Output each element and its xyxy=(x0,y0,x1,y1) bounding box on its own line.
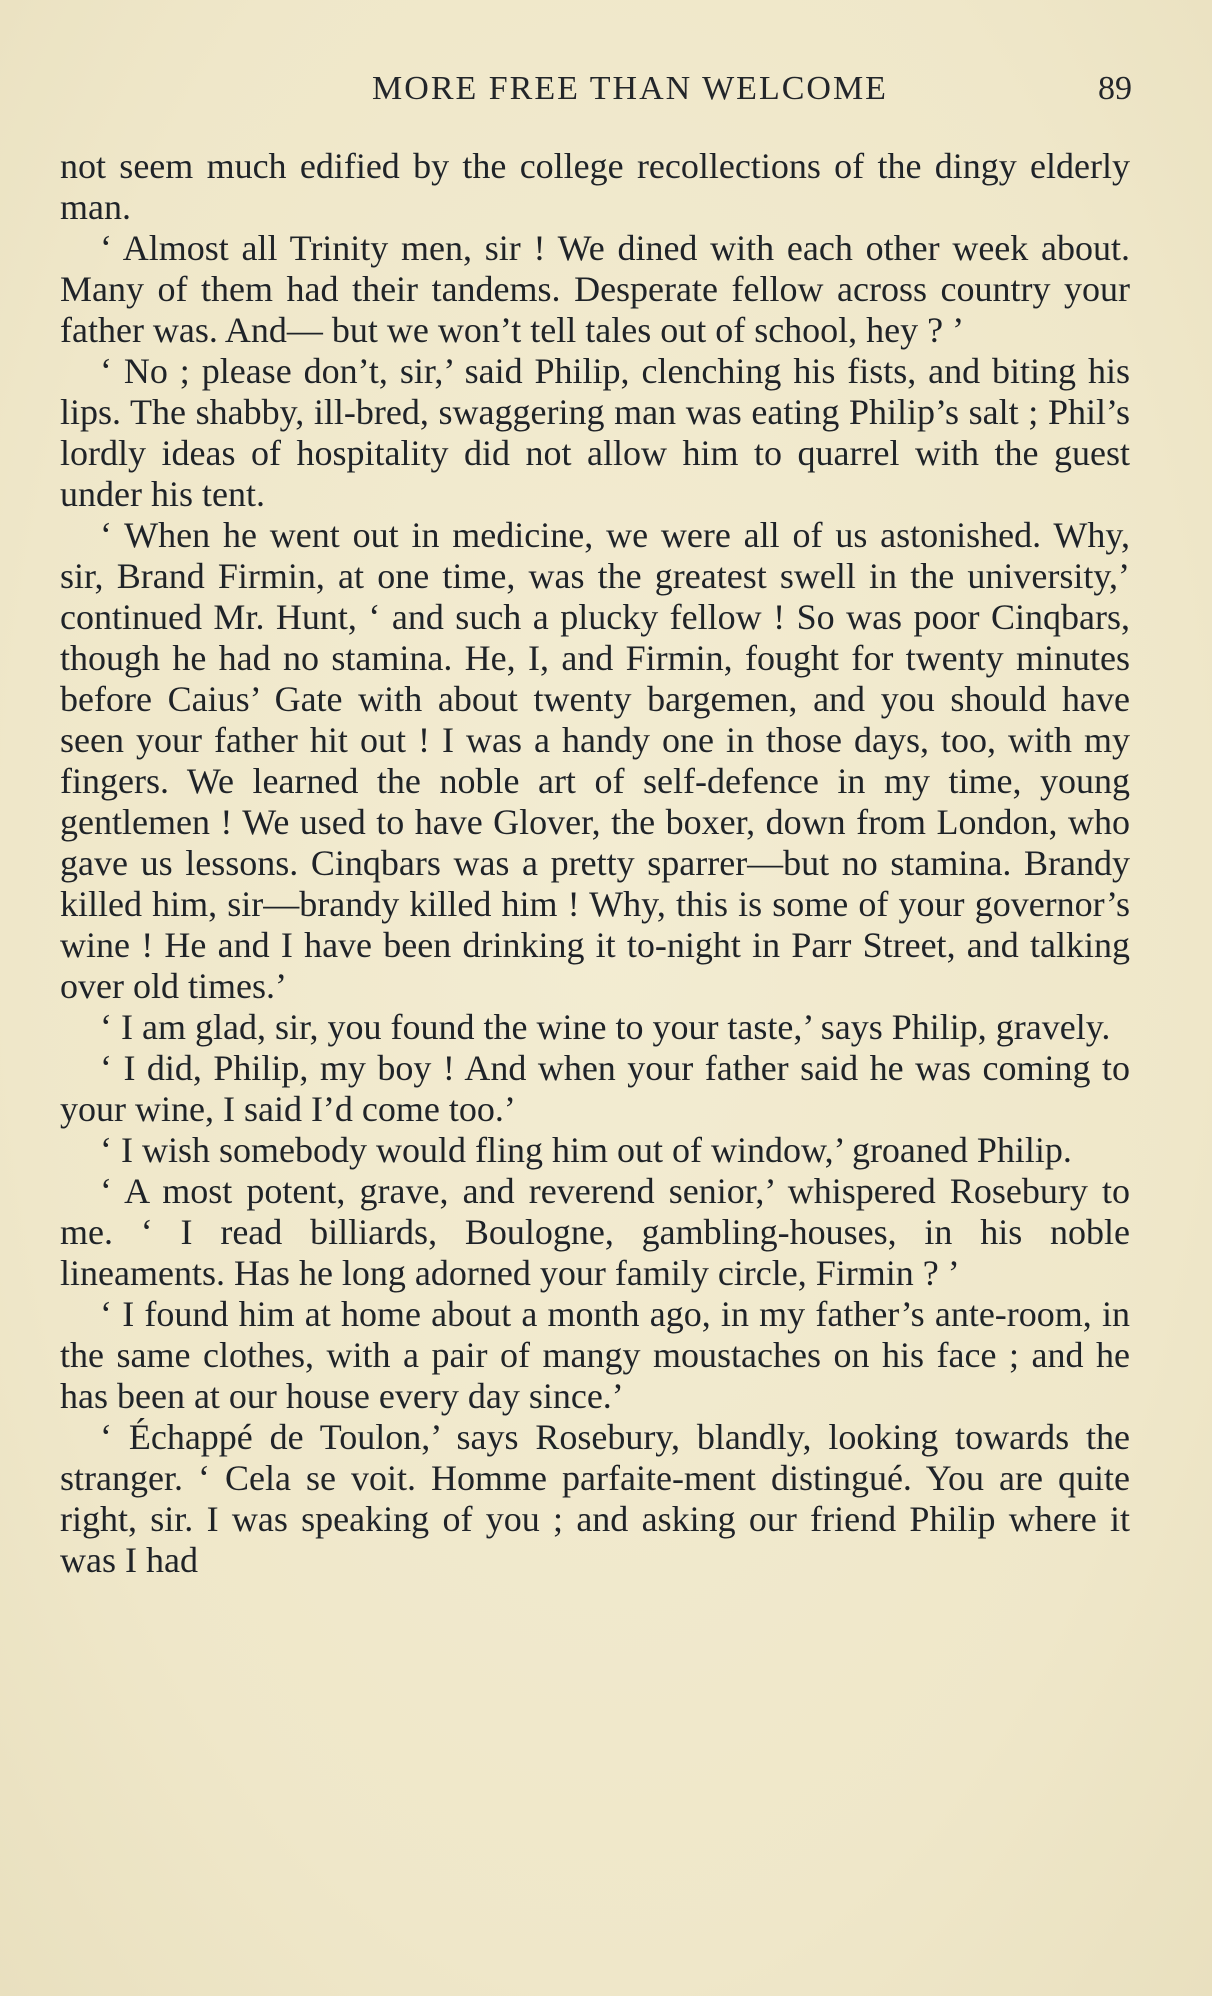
paragraph: not seem much edified by the college recollections of the dingy elderly man. xyxy=(60,146,1130,227)
running-head xyxy=(60,70,1132,120)
paragraph: ‘ Almost all Trinity men, sir ! We dined with each other week about. Many of them had their tandems. Desperate fellow across country your father was. And— but we won’t tell tales out of school, hey ? ’ xyxy=(60,228,1130,350)
paragraph: ‘ No ; please don’t, sir,’ said Philip, clenching his fists, and biting his lips. The shabby, ill-bred, swaggering man was eating Philip’s salt ; Phil’s lordly ideas of hospitality did not allow him to quarrel with the guest under his tent. xyxy=(60,351,1130,514)
body-text xyxy=(60,146,1130,1581)
paragraph: ‘ I am glad, sir, you found the wine to your taste,’ says Philip, gravely. xyxy=(100,1007,1111,1047)
page-number: 89 xyxy=(1098,70,1132,107)
paragraph: ‘ I did, Philip, my boy ! And when your father said he was coming to your wine, I said I’d come too.’ xyxy=(60,1048,1130,1129)
running-title: MORE FREE THAN WELCOME xyxy=(372,70,888,107)
paragraph: ‘ Échappé de Toulon,’ says Rosebury, blandly, looking towards the stranger. ‘ Cela se voit. Homme parfaite-ment distingué. You are quite right, sir. I was speaking of you ; and asking our friend Philip where it was I had xyxy=(60,1417,1130,1580)
paragraph: ‘ I wish somebody would fling him out of window,’ groaned Philip. xyxy=(100,1130,1072,1170)
paragraph: ‘ A most potent, grave, and reverend senior,’ whispered Rosebury to me. ‘ I read billiards, Boulogne, gambling-houses, in his noble lineaments. Has he long adorned your family circle, Firmin ? ’ xyxy=(60,1171,1130,1293)
paragraph: ‘ I found him at home about a month ago, in my father’s ante-room, in the same clothes, with a pair of mangy moustaches on his face ; and he has been at our house every day since.’ xyxy=(60,1294,1130,1416)
paragraph: ‘ When he went out in medicine, we were all of us astonished. Why, sir, Brand Firmin, at one time, was the greatest swell in the university,’ continued Mr. Hunt, ‘ and such a plucky fellow ! So was poor Cinqbars, though he had no stamina. He, I, and Firmin, fought for twenty minutes before Caius’ Gate with about twenty bargemen, and you should have seen your father hit out ! I was a handy one in those days, too, with my fingers. We learned the noble art of self-defence in my time, young gentlemen ! We used to have Glover, the boxer, down from London, who gave us lessons. Cinqbars was a pretty sparrer—but no stamina. Brandy killed him, sir—brandy killed him ! Why, this is some of your governor’s wine ! He and I have been drinking it to-night in Parr Street, and talking over old times.’ xyxy=(60,515,1130,1006)
